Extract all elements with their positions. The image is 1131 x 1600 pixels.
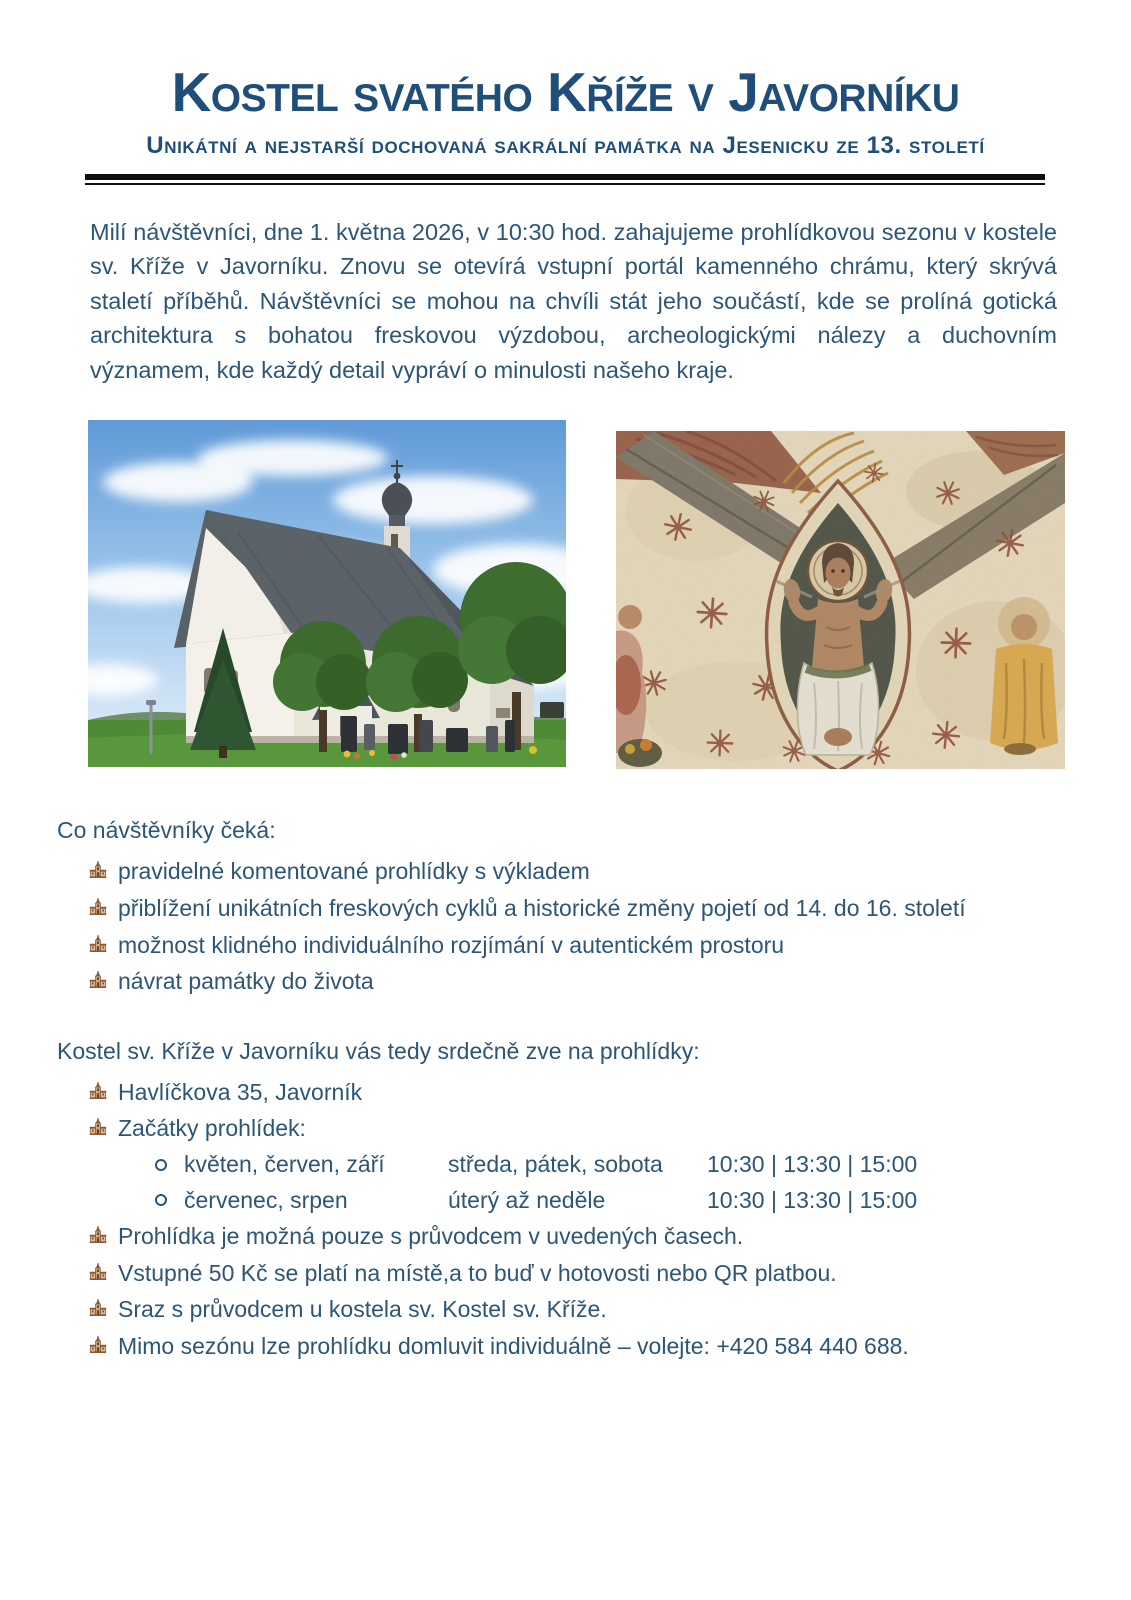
invitation-list — [88, 1074, 1131, 1365]
list-item — [88, 927, 1131, 964]
photo-row — [0, 420, 1131, 770]
church-bullet-icon — [88, 971, 108, 991]
note-item — [88, 1291, 1131, 1328]
church-bullet-icon — [88, 1118, 108, 1138]
note-item — [88, 1328, 1131, 1365]
note-text: Vstupné 50 Kč se platí na místě,a to buď v hotovosti nebo QR platbou. — [118, 1259, 837, 1286]
address-text: Havlíčkova 35, Javorník — [118, 1078, 363, 1105]
list-item-text: návrat památky do života — [118, 968, 374, 995]
open-circle-bullet-icon — [155, 1159, 167, 1171]
list-item — [88, 853, 1131, 890]
church-bullet-icon — [88, 1263, 108, 1283]
note-item — [88, 1218, 1131, 1255]
tour-times-label: Začátky prohlídek: — [118, 1115, 306, 1142]
section-heading-what-awaits: Co návštěvníky čeká: — [57, 817, 276, 844]
page-subtitle: Unikátní a nejstarší dochovaná sakrální památka na Jesenicku ze 13. století — [146, 131, 985, 159]
schedule-months: květen, červen, září — [184, 1151, 385, 1178]
schedule-months: červenec, srpen — [184, 1186, 348, 1213]
church-bullet-icon — [88, 1336, 108, 1356]
section-heading-invitation: Kostel sv. Kříže v Javorníku vás tedy srdečně zve na prohlídky: — [57, 1037, 700, 1064]
church-bullet-icon — [88, 1299, 108, 1319]
church-bullet-icon — [88, 861, 108, 881]
note-item — [88, 1255, 1131, 1292]
list-item — [88, 963, 1131, 1000]
schedule-row — [155, 1147, 1131, 1183]
tour-times-item — [88, 1110, 1131, 1147]
church-bullet-icon — [88, 1226, 108, 1246]
schedule-times: 10:30 | 13:30 | 15:00 — [707, 1151, 918, 1178]
note-text: Prohlídka je možná pouze s průvodcem v uvedených časech. — [118, 1223, 744, 1250]
schedule-row — [155, 1183, 1131, 1219]
intro-paragraph: Milí návštěvníci, dne 1. května 2026, v 10:30 hod. zahajujeme prohlídkovou sezonu v kostele sv. Kříže v Javorníku. Znovu se otevírá vstupní portál kamenného chrámu, který skrývá staletí příběhů. Návštěvníci se mohou na chvíli stát jeho součástí, kde se prolíná gotická architektura s bohatou freskovou výzdobou, archeologickými nálezy a duchovním významem, kde každý detail vypráví o minulosti našeho kraje. — [90, 218, 1057, 383]
open-circle-bullet-icon — [155, 1194, 167, 1206]
schedule-days: středa, pátek, sobota — [448, 1151, 663, 1178]
what-awaits-list — [88, 853, 1131, 999]
note-text: Mimo sezónu lze prohlídku domluvit individuálně – volejte: +420 584 440 688. — [118, 1332, 909, 1359]
note-text: Sraz s průvodcem u kostela sv. Kostel sv. Kříže. — [118, 1296, 607, 1323]
schedule-days: úterý až neděle — [448, 1186, 606, 1213]
list-item-text: pravidelné komentované prohlídky s výkladem — [118, 858, 590, 885]
fresco-photo — [616, 431, 1065, 769]
church-bullet-icon — [88, 935, 108, 955]
list-item-text: možnost klidného individuálního rozjímání v autentickém prostoru — [118, 931, 785, 958]
church-exterior-photo — [88, 420, 566, 767]
schedule-times: 10:30 | 13:30 | 15:00 — [707, 1186, 918, 1213]
church-bullet-icon — [88, 898, 108, 918]
address-item — [88, 1074, 1131, 1111]
list-item-text: přiblížení unikátních freskových cyklů a historické změny pojetí od 14. do 16. století — [118, 895, 966, 922]
page-title: Kostel svatého Kříže v Javorníku — [171, 61, 960, 123]
church-bullet-icon — [88, 1082, 108, 1102]
header-divider — [85, 174, 1045, 185]
header — [0, 0, 1131, 160]
list-item — [88, 890, 1131, 927]
